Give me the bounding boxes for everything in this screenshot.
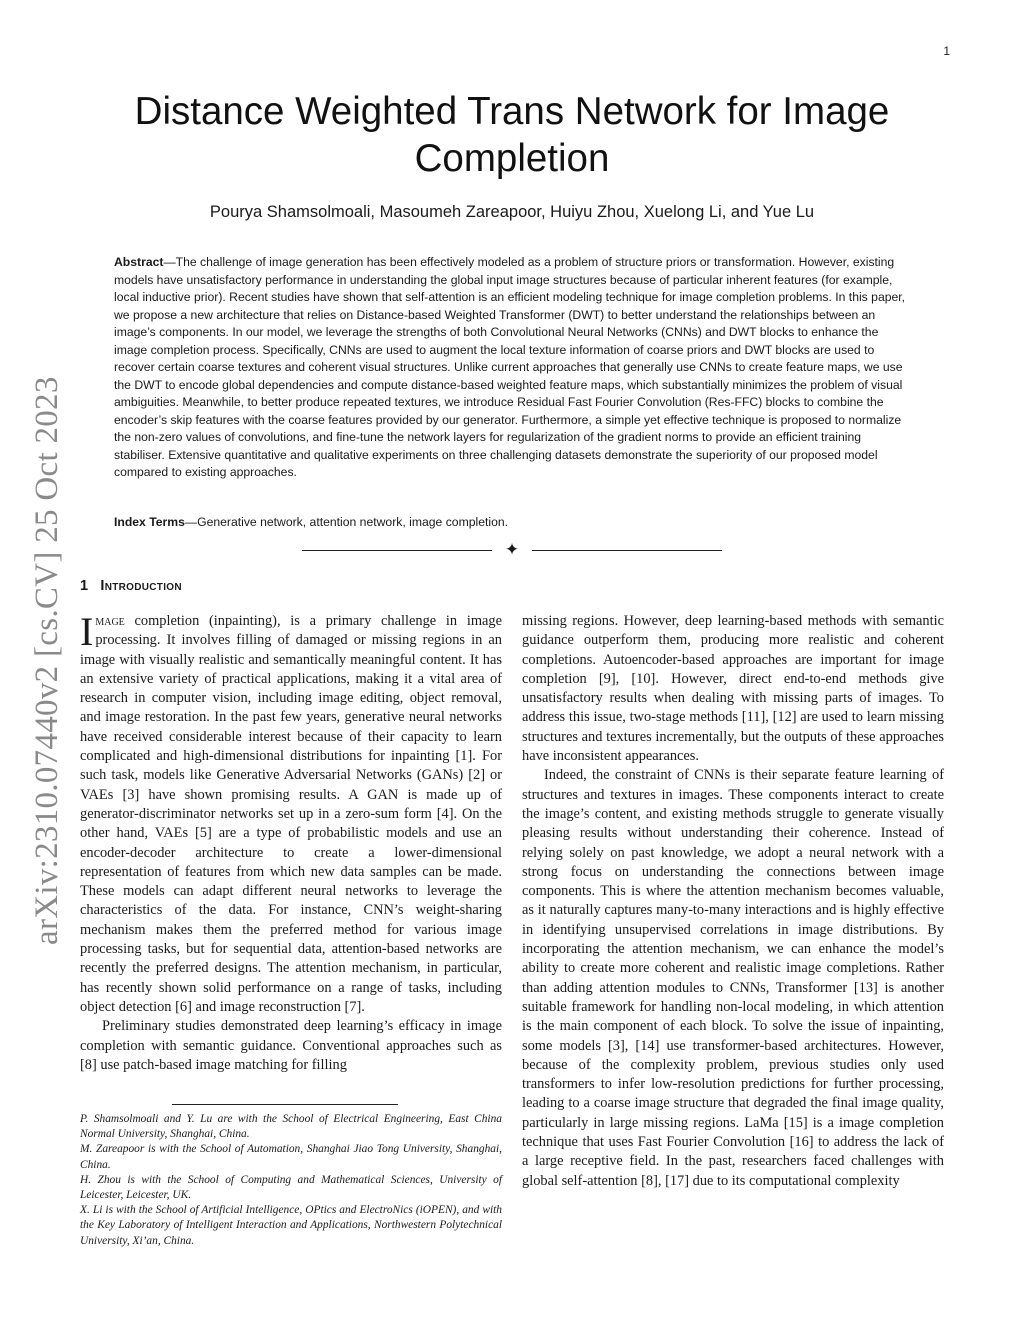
drop-cap: I xyxy=(80,609,94,654)
right-column xyxy=(522,612,944,1191)
intro-paragraph-3: missing regions. However, deep learning-based methods with semantic guidance outperform them, producing more realistic and coherent completions. Autoencoder-based approaches are important for image completion [9], [10]. However, direct end-to-end methods give unsatisfactory results when dealing with missing parts of images. To address this issue, two-stage methods [11], [12] are used to learn missing structures and textures incrementally, but the outputs of these approaches have inconsistent appearances. xyxy=(522,613,944,765)
intro-paragraph-1-text: completion (inpainting), is a primary challenge in image processing. It involves filling of damaged or missing regions in an image with visually realistic and semantically meaningful content. It has an extensive variety of practical applications, making it a vital area of research in computer vision, including image editing, object removal, and image restoration. In the past few years, generative neural networks have received considerable interest because of their capacity to learn complicated and high-dimensional distributions for inpainting [1]. For such task, models like Generative Adversarial Networks (GANs) [2] or VAEs [3] have shown promising results. A GAN is made up of generator-discriminator networks set up in a zero-sum form [4]. On the other hand, VAEs [5] are a type of probabilistic models and use an encoder-decoder architecture to create a lower-dimensional representation of features from which new data samples can be made. These models can adapt different neural networks to leverage the characteristics of the data. For instance, CNN’s weight-sharing mechanism makes them the preferred method for various image processing tasks, but for sequential data, attention-based networks are recently the preferred designs. The attention mechanism, in particular, has recently shown solid performance on a range of tasks, including object detection [6] and image reconstruction [7]. xyxy=(80,613,502,1015)
index-terms xyxy=(114,514,910,532)
intro-paragraph-1 xyxy=(80,609,502,1017)
section-heading xyxy=(80,578,182,594)
abstract-label: Abstract xyxy=(114,255,164,269)
footnote-rule xyxy=(172,1104,398,1105)
divider-diamond-icon: ✦ xyxy=(504,540,520,560)
drop-cap-continuation: mage xyxy=(95,613,125,629)
section-number: 1 xyxy=(80,578,89,594)
intro-paragraph-4: Indeed, the constraint of CNNs is their separate feature learning of structures and textures in images. These components interact to create the image’s content, and existing methods struggle to generate visually pleasing results without understanding their coherence. Instead of relying solely on past knowledge, we adopt a neural network with a strong focus on understanding the connections between image components. This is where the attention mechanism becomes valuable, as it naturally captures many-to-many interactions and is highly effective in identifying unsupervised correlations in image distributions. By incorporating the attention mechanism, we can enhance the model’s ability to create more coherent and realistic image completions. Rather than adding attention modules to CNNs, Transformer [13] is another suitable framework for handling non-local modeling, in which attention is the main component of each block. To solve the issue of inpainting, some models [3], [14] use transformer-based architectures. However, because of the complexity problem, previous studies only used transformers to infer low-resolution predictions for further processing, leading to a coarse image structure that degraded the final image quality, particularly in large missing regions. LaMa [15] is a image completion technique that uses Fast Fourier Convolution [16] to address the lack of a large receptive field. In the past, researchers faced challenges with global self-attention [8], [17] due to its computational complexity xyxy=(522,767,944,1189)
arxiv-identifier-stamp: arXiv:2310.07440v2 [cs.CV] 25 Oct 2023 xyxy=(29,376,65,945)
author-list: Pourya Shamsolmoali, Masoumeh Zareapoor, Huiyu Zhou, Xuelong Li, and Yue Lu xyxy=(209,203,815,221)
divider-line-left xyxy=(302,550,492,551)
abstract-text: —The challenge of image generation has been effectively modeled as a problem of structure priors or transformation. However, existing models have unsatisfactory performance in understanding the global input image structures because of particular inherent features (for example, local inductive prior). Recent studies have shown that self-attention is an efficient modeling technique for image completion problems. In this paper, we propose a new architecture that relies on Distance-based Weighted Transformer (DWT) to better understand the relationships between an image’s components. In our model, we leverage the strengths of both Convolutional Neural Networks (CNNs) and DWT blocks to enhance the image completion process. Specifically, CNNs are used to augment the local texture information of coarse priors and DWT blocks are used to recover certain coarse textures and coherent visual structures. Unlike current approaches that generally use CNNs to create feature maps, we use the DWT to encode global dependencies and compute distance-based weighted feature maps, which substantially minimizes the problem of visual ambiguities. Meanwhile, to better produce repeated textures, we introduce Residual Fast Fourier Convolution (Res-FFC) blocks to combine the encoder’s skip features with the coarse features provided by our generator. Furthermore, a simple yet effective technique is proposed to normalize the non-zero values of convolutions, and fine-tune the network layers for regularization of the gradient norms to provide an efficient training stabiliser. Extensive quantitative and qualitative experiments on three challenging datasets demonstrate the superiority of our proposed model compared to existing approaches. xyxy=(114,255,906,479)
index-terms-label: Index Terms xyxy=(114,515,185,529)
section-title: Introduction xyxy=(100,578,182,594)
footnote-zareapoor: M. Zareapoor is with the School of Automation, Shanghai Jiao Tong University, Shanghai, China. xyxy=(80,1143,502,1171)
divider-line-right xyxy=(532,550,722,551)
left-column xyxy=(80,609,502,1075)
affiliation-footnotes xyxy=(80,1112,502,1249)
abstract xyxy=(114,254,910,482)
footnote-shamsolmoali-lu: P. Shamsolmoali and Y. Lu are with the School of Electrical Engineering, East China Normal University, Shanghai, China. xyxy=(80,1113,502,1141)
section-divider xyxy=(302,541,722,561)
page-number: 1 xyxy=(943,44,950,58)
paper-title: Distance Weighted Trans Network for Image Completion xyxy=(134,90,890,180)
footnote-li: X. Li is with the School of Artificial Intelligence, OPtics and ElectroNics (iOPEN), and with the Key Laboratory of Intelligent Interaction and Applications, Northwestern Polytechnical University, Xi’an, China. xyxy=(80,1204,502,1247)
footnote-zhou: H. Zhou is with the School of Computing and Mathematical Sciences, University of Leicester, Leicester, UK. xyxy=(80,1173,502,1202)
index-terms-text: —Generative network, attention network, image completion. xyxy=(184,515,509,529)
intro-paragraph-2: Preliminary studies demonstrated deep learning’s efficacy in image completion with semantic guidance. Conventional approaches such as [8] use patch-based image matching for filling xyxy=(80,1018,502,1073)
